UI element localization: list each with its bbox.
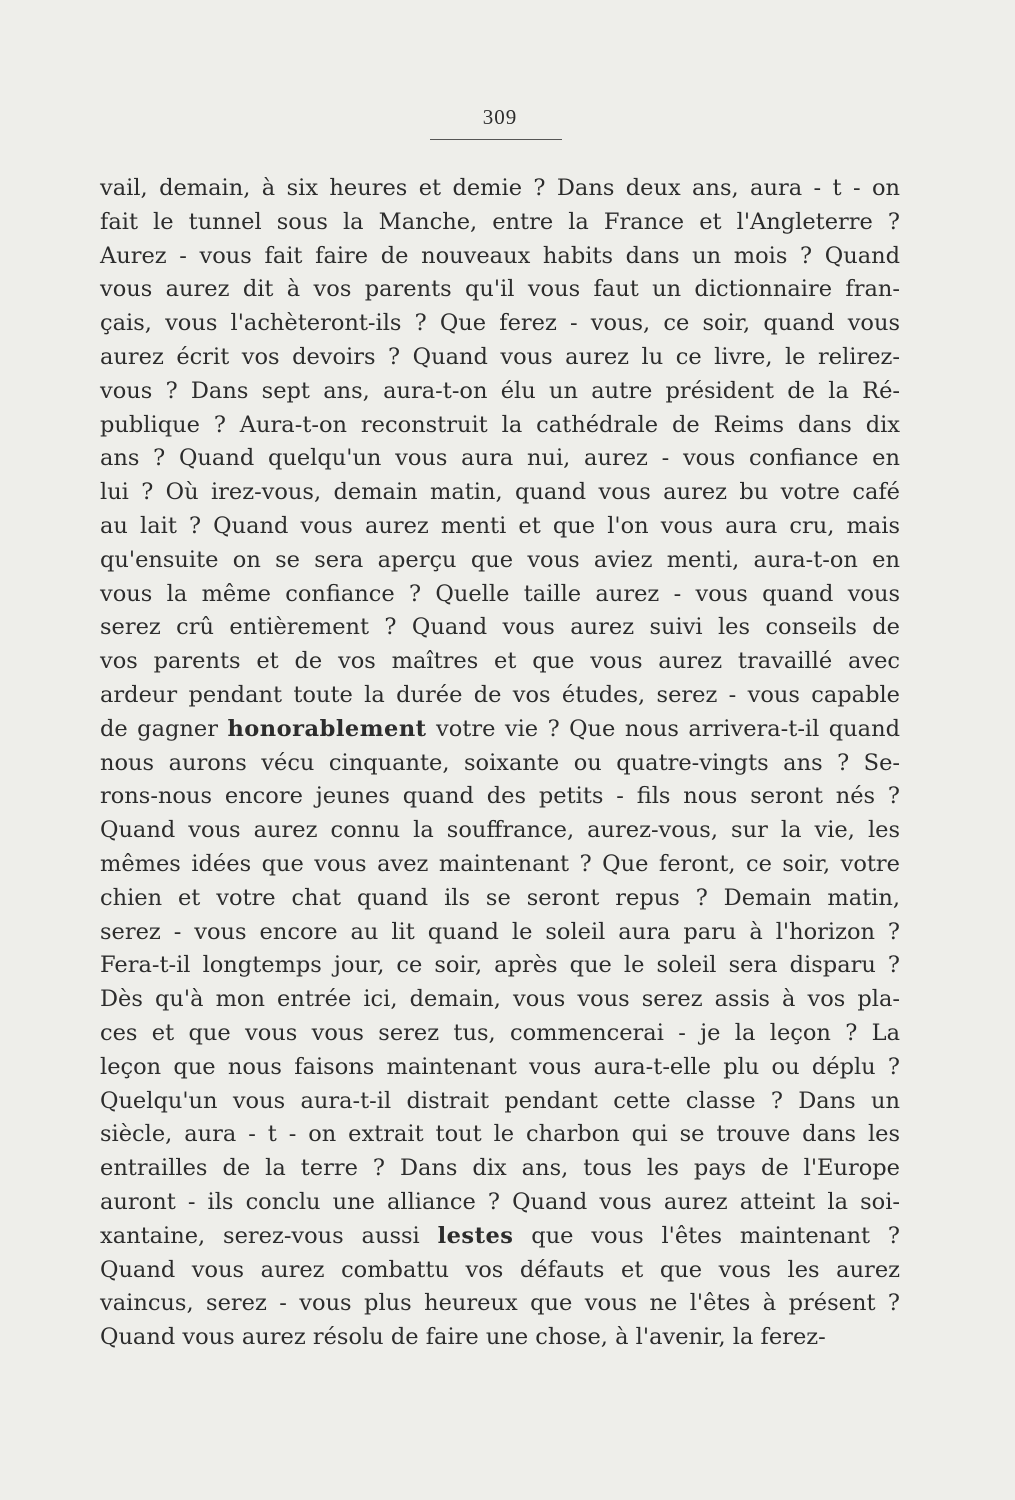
text-line (100, 814, 900, 848)
text-line (100, 848, 900, 882)
text-line (100, 679, 900, 713)
text-segment: ardeur pendant toute la durée de vos études, serez - vous capable (100, 681, 900, 708)
text-line (100, 882, 900, 916)
text-segment: fait le tunnel sous la Manche, entre la France et l'Angleterre ? (100, 208, 900, 235)
text-segment: au lait ? Quand vous aurez menti et que l'on vous aura cru, mais (100, 512, 900, 539)
text-segment: ces et que vous vous serez tus, commencerai - je la leçon ? La (100, 1019, 900, 1046)
text-line (100, 1254, 900, 1288)
text-line (100, 713, 900, 747)
text-segment: çais, vous l'achèteront-ils ? Que ferez - vous, ce soir, quand vous (100, 310, 900, 337)
text-line (100, 1321, 900, 1355)
text-segment: Quelqu'un vous aura-t-il distrait pendant cette classe ? Dans un (100, 1087, 900, 1114)
text-segment: Quand vous aurez résolu de faire une chose, à l'avenir, la ferez- (100, 1324, 826, 1351)
text-line (100, 273, 900, 307)
body-text (100, 172, 900, 1355)
text-segment: chien et votre chat quand ils se seront repus ? Demain matin, (100, 884, 900, 911)
text-segment: vous la même confiance ? Quelle taille aurez - vous quand vous (100, 580, 900, 607)
text-segment: ans ? Quand quelqu'un vous aura nui, aurez - vous confiance en (100, 445, 900, 472)
text-line (100, 645, 900, 679)
emphasized-word: honorablement (227, 715, 427, 742)
text-segment: Aurez - vous fait faire de nouveaux habits dans un mois ? Quand (100, 242, 900, 269)
text-line (100, 476, 900, 510)
text-segment: vous aurez dit à vos parents qu'il vous faut un dictionnaire fran- (100, 276, 900, 303)
text-segment: aurez écrit vos devoirs ? Quand vous aurez lu ce livre, le relirez- (100, 343, 900, 370)
text-line (100, 1085, 900, 1119)
emphasized-word: lestes (437, 1222, 514, 1249)
text-segment: qu'ensuite on se sera aperçu que vous aviez menti, aura-t-on en (100, 546, 900, 573)
text-line (100, 341, 900, 375)
text-line (100, 375, 900, 409)
text-segment: de gagner (100, 715, 228, 742)
text-line (100, 578, 900, 612)
text-line (100, 1118, 900, 1152)
text-line (100, 172, 900, 206)
text-line (100, 983, 900, 1017)
text-segment: vos parents et de vos maîtres et que vous aurez travaillé avec (100, 648, 900, 675)
text-line (100, 442, 900, 476)
text-segment: entrailles de la terre ? Dans dix ans, tous les pays de l'Europe (100, 1155, 900, 1182)
text-segment: serez - vous encore au lit quand le soleil aura paru à l'horizon ? (100, 918, 900, 945)
text-segment: que vous l'êtes maintenant ? (513, 1222, 900, 1249)
text-line (100, 747, 900, 781)
text-segment: lui ? Où irez-vous, demain matin, quand vous aurez bu votre café (100, 479, 900, 506)
page-number-rule (430, 139, 562, 140)
text-line (100, 510, 900, 544)
text-segment: Dès qu'à mon entrée ici, demain, vous vous serez assis à vos pla- (100, 986, 900, 1013)
text-line (100, 1186, 900, 1220)
text-segment: Quand vous aurez connu la souffrance, aurez-vous, sur la vie, les (100, 817, 900, 844)
text-segment: rons-nous encore jeunes quand des petits - fils nous seront nés ? (100, 783, 900, 810)
text-line (100, 780, 900, 814)
text-line (100, 544, 900, 578)
text-segment: auront - ils conclu une alliance ? Quand vous aurez atteint la soi- (100, 1188, 900, 1215)
text-segment: Quand vous aurez combattu vos défauts et que vous les aurez (100, 1256, 900, 1283)
text-segment: vous ? Dans sept ans, aura-t-on élu un autre président de la Ré- (100, 377, 900, 404)
text-line (100, 1051, 900, 1085)
text-line (100, 1152, 900, 1186)
text-segment: vail, demain, à six heures et demie ? Dans deux ans, aura - t - on (100, 175, 900, 201)
text-line (100, 240, 900, 274)
text-line (100, 949, 900, 983)
text-segment: serez crû entièrement ? Quand vous aurez suivi les conseils de (100, 614, 900, 641)
text-line (100, 1287, 900, 1321)
text-line (100, 611, 900, 645)
text-segment: publique ? Aura-t-on reconstruit la cathédrale de Reims dans dix (100, 411, 900, 438)
text-segment: votre vie ? Que nous arrivera-t-il quand (426, 715, 900, 742)
text-line (100, 409, 900, 443)
text-line (100, 1017, 900, 1051)
page-number: 309 (482, 105, 518, 129)
text-segment: Fera-t-il longtemps jour, ce soir, après que le soleil sera disparu ? (100, 952, 900, 979)
text-line (100, 307, 900, 341)
text-line (100, 916, 900, 950)
text-segment: xantaine, serez-vous aussi (100, 1222, 438, 1249)
text-line (100, 206, 900, 240)
text-segment: vaincus, serez - vous plus heureux que vous ne l'êtes à présent ? (100, 1290, 900, 1317)
text-segment: leçon que nous faisons maintenant vous aura-t-elle plu ou déplu ? (100, 1053, 900, 1080)
text-segment: siècle, aura - t - on extrait tout le charbon qui se trouve dans les (100, 1121, 900, 1148)
text-line (100, 1220, 900, 1254)
text-segment: mêmes idées que vous avez maintenant ? Que feront, ce soir, votre (100, 850, 900, 877)
text-segment: nous aurons vécu cinquante, soixante ou quatre-vingts ans ? Se- (100, 749, 900, 776)
